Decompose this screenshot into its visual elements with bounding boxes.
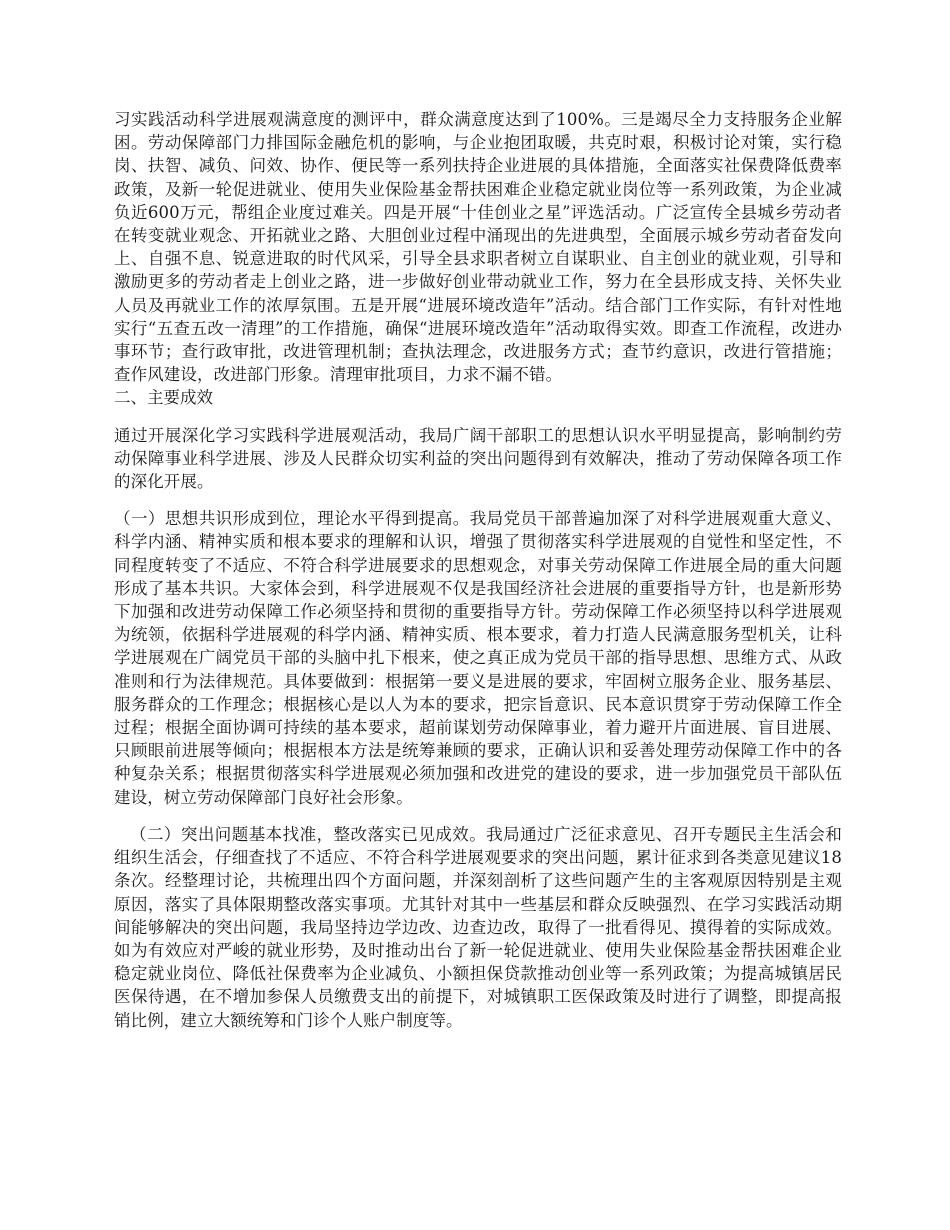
paragraph-item-one: （一）思想共识形成到位，理论水平得到提高。我局党员干部普遍加深了对科学进展观重大意义、科学内涵、精神实质和根本要求的理解和认识，增强了贯彻落实科学进展观的自觉性和坚定性，不同程度转变了不适应、不符合科学进展要求的思想观念，对事关劳动保障工作进展全局的重大问题形成了基本共识。大家体会到，科学进展观不仅是我国经济社会进展的重要指导方针，也是新形势下加强和改进劳动保障工作必须坚持和贯彻的重要指导方针。劳动保障工作必须坚持以科学进展观为统领，依据科学进展观的科学内涵、精神实质、根本要求，着力打造人民满意服务型机关，让科学进展观在广阔党员干部的头脑中扎下根来，使之真正成为党员干部的指导思想、思维方式、从政准则和行为法律规范。具体要做到：根据第一要义是进展的要求，牢固树立服务企业、服务基层、服务群众的工作理念；根据核心是以人为本的要求，把宗旨意识、民本意识贯穿于劳动保障工作全过程；根据全面协调可持续的基本要求，超前谋划劳动保障事业，着力避开片面进展、盲目进展、只顾眼前进展等倾向；根据根本方法是统筹兼顾的要求，正确认识和妥善处理劳动保障工作中的各种复杂关系；根据贯彻落实科学进展观必须加强和改进党的建设的要求，进一步加强党员干部队伍建设，树立劳动保障部门良好社会形象。 — [114, 509, 842, 807]
paragraph-continuation: 习实践活动科学进展观满意度的测评中，群众满意度达到了100%。三是竭尽全力支持服务企业解困。劳动保障部门力排国际金融危机的影响，与企业抱团取暖，共克时艰，积极讨论对策，实行稳岗、扶智、减负、问效、协作、便民等一系列扶持企业进展的具体措施，全面落实社保费降低费率政策，及新一轮促进就业、使用失业保险基金帮扶困难企业稳定就业岗位等一系列政策，为企业减负近600万元，帮组企业度过难关。四是开展“十佳创业之星”评选活动。广泛宣传全县城乡劳动者在转变就业观念、开拓就业之路、大胆创业过程中涌现出的先进典型，全面展示城乡劳动者奋发向上、自强不息、锐意进取的时代风采，引导全县求职者树立自谋职业、自主创业的就业观，引导和激励更多的劳动者走上创业之路，进一步做好创业带动就业工作，努力在全县形成支持、关怀失业人员及再就业工作的浓厚氛围。五是开展“进展环境改造年”活动。结合部门工作实际，有针对性地实行“五查五改一清理”的工作措施，确保“进展环境改造年”活动取得实效。即查工作流程，改进办事环节；查行政审批，改进管理机制；查执法理念，改进服务方式；查节约意识，改进行管措施；查作风建设，改进部门形象。清理审批项目，力求不漏不错。 — [114, 110, 842, 385]
paragraph-item-two: （二）突出问题基本找准，整改落实已见成效。我局通过广泛征求意见、召开专题民主生活会和组织生活会，仔细查找了不适应、不符合科学进展观要求的突出问题，累计征求到各类意见建议18条次。经整理讨论，共梳理出四个方面问题，并深刻剖析了这些问题产生的主客观原因特别是主观原因，落实了具体限期整改落实事项。尤其针对其中一些基层和群众反映强烈、在学习实践活动期间能够解决的突出问题，我局坚持边学边改、边查边改，取得了一批看得见、摸得着的实际成效。如为有效应对严峻的就业形势，及时推动出台了新一轮促进就业、使用失业保险基金帮扶困难企业稳定就业岗位、降低社保费率为企业减负、小额担保贷款推动创业等一系列政策；为提高城镇居民医保待遇，在不增加参保人员缴费支出的前提下，对城镇职工医保政策及时进行了调整，即提高报销比例，建立大额统筹和门诊个人账户制度等。 — [114, 824, 842, 1030]
section-heading-main-results: 二、主要成效 — [114, 388, 213, 408]
document-page — [114, 108, 842, 1032]
paragraph-results-intro: 通过开展深化学习实践科学进展观活动，我局广阔干部职工的思想认识水平明显提高，影响制约劳动保障事业科学进展、涉及人民群众切实利益的突出问题得到有效解决，推动了劳动保障各项工作的深化开展。 — [114, 425, 842, 492]
